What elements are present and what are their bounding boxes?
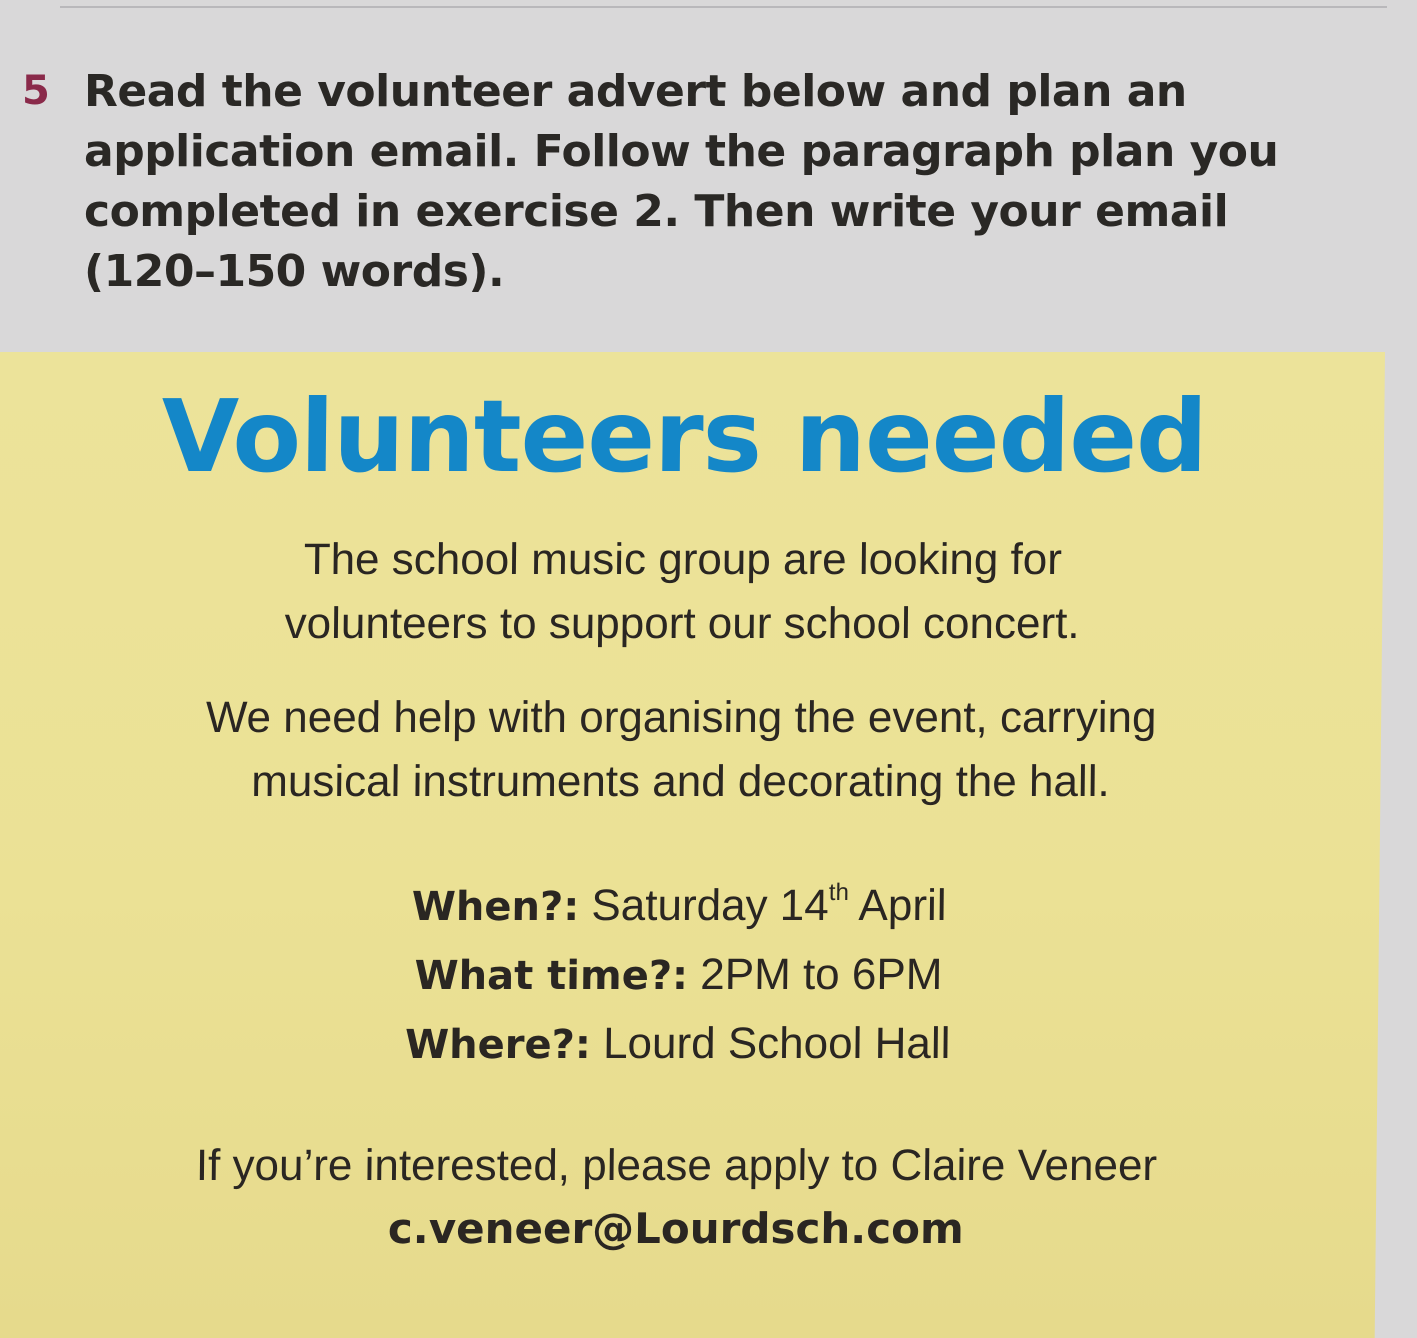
advert-title: Volunteers needed [160, 378, 1208, 495]
help-line-1: We need help with organising the event, carrying [205, 693, 1157, 742]
time-row [0, 941, 1364, 1010]
event-details [0, 872, 1365, 1079]
when-month: April [858, 881, 947, 930]
when-row [0, 872, 1365, 941]
instruction-line-1: Read the volunteer advert below and plan an [84, 66, 1187, 117]
exercise-instruction [84, 62, 1322, 302]
exercise-number: 5 [22, 68, 50, 114]
advert-help-paragraph [0, 686, 1367, 814]
where-row [0, 1010, 1363, 1079]
where-label: Where?: [404, 1022, 592, 1068]
intro-line-2: volunteers to support our school concert. [284, 599, 1080, 648]
when-label: When?: [411, 884, 580, 930]
instruction-line-2: application email. Follow the paragraph plan you [84, 126, 1279, 177]
where-value: Lourd School Hall [602, 1019, 951, 1068]
advert-intro-paragraph [0, 528, 1368, 656]
intro-line-1: The school music group are looking for [303, 535, 1063, 584]
volunteer-advert [0, 352, 1385, 1338]
time-label: What time?: [414, 953, 689, 999]
time-value: 2PM to 6PM [700, 950, 943, 999]
contact-email: c.veneer@Lourdsch.com [387, 1204, 964, 1253]
when-ordinal: th [828, 879, 850, 906]
apply-text: If you’re interested, please apply to Claire Veneer [195, 1141, 1158, 1190]
exercise-5 [22, 62, 1322, 302]
instruction-line-3: completed in exercise 2. Then write your email [84, 186, 1229, 237]
help-line-2: musical instruments and decorating the hall. [251, 757, 1110, 806]
top-divider [60, 6, 1387, 8]
instruction-line-4: (120–150 words). [84, 246, 505, 297]
when-value: Saturday 14 [591, 881, 829, 930]
